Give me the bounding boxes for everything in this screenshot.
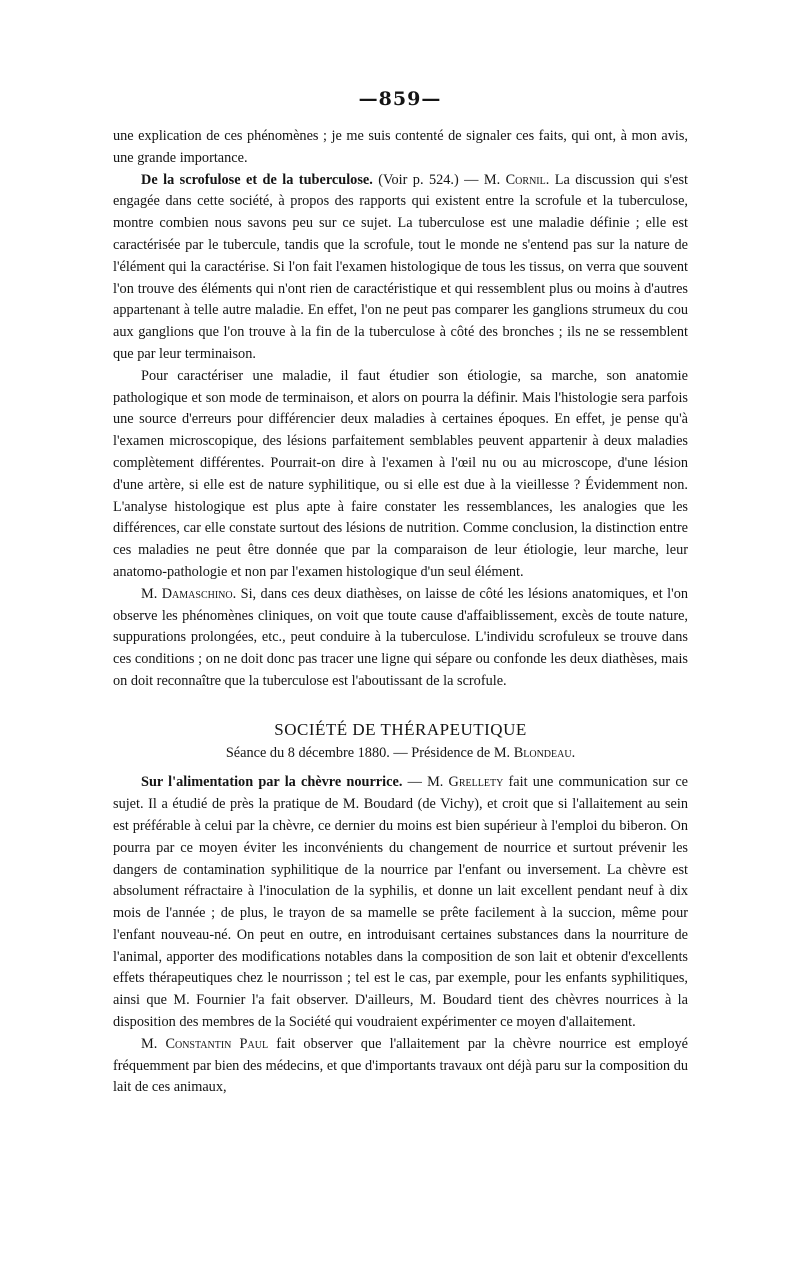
speaker-name: M. Damaschino. [141,585,237,602]
body-text [113,126,688,1099]
paragraph-continuation: une explication de ces phénomènes ; je me suis contenté de signaler ces faits, qui ont, à mon avis, une grande importance. [113,128,688,166]
paragraph-text: fait une communication sur ce sujet. Il a étudié de près la pratique de M. Boudard (de Vichy), et croit que si l'allaitement au sein est préférable à celui par la chèvre, ce dernier du moins est bien supérieur à l'emploi du biberon. On pourra par ce moyen éviter les inconvénients du changement de nourrice et surtout prévenir les dangers de contamination syphilitique de la nourrice par l'enfant ou inversement. La chèvre est absolument réfractaire à l'inoculation de la syphilis, et donne un lait excellent pendant neuf à dix mois de l'année ; de plus, le trayon de sa mamelle se prête facilement à la succion, même pour l'enfant nouveau-né. On peut en outre, en introduisant certaines substances dans la nourriture de l'animal, apporter des modifications notables dans la composition de son lait et obtenir d'excellents effets thérapeutiques chez le nourrisson ; tel est le cas, par exemple, pour les enfants syphilitiques, ainsi que M. Fournier l'a fait observer. D'ailleurs, M. Boudard tient des chèvres nourrices à la disposition des membres de la Société qui voudraient expérimenter ce moyen d'allaitement. [113,774,689,1031]
paragraph-characterization: Pour caractériser une maladie, il faut étudier son étiologie, sa marche, son anatomie pathologique et son mode de terminaison, et alors on pourra la définir. Mais l'histologie sera parfois une source d'erreurs pour différencier deux maladies à certaines époques. En effet, je pense qu'à l'examen microscopique, des lésions parfaitement semblables peuvent appartenir à deux maladies complètement différentes. Pourrait-on dire à l'examen à l'œil nu ou au microscope, d'une lésion d'une artère, si elle est de nature syphilitique, ou si elle est due à la vieillesse ? Évidemment non. L'analyse histologique est plus apte à faire constater les ressemblances, les analogies que les différences, car elle constate surtout des lésions de nutrition. Comme conclusion, la distinction entre ces maladies ne peut être donnée que par la comparaison de leur étiologie, leur marche, leur anatomo-pathologie et non par l'examen histologique d'un seul élément. [113,367,688,580]
speaker-name: M. Cornil. [483,171,550,188]
paragraph-paul [113,1034,688,1099]
paragraph-text: La discussion qui s'est engagée dans cette société, à propos des rapports qui existent entre la scrofule et la tuberculose, montre combien nous savons peu sur ce sujet. La tuberculose est une maladie définie ; elle est caractérisée par le tubercule, tandis que la scrofule, tout le monde ne s'entend pas sur la nature de l'élément qui la caractérise. Si l'on fait l'examen histologique de tous les tissus, on verra que souvent l'on trouve des éléments qui n'ont rien de caractéristique et qui ressemblent plus ou moins à d'autres appartenant à telle autre maladie. En effet, l'on ne peut pas comparer les ganglions strumeux du cou aux ganglions que l'on trouve à la fin de la tuberculose à côté des bronches ; ils ne se ressemblent que par leur terminaison. [113,171,688,362]
paragraph-scrofulose [113,170,688,366]
president-name: Blondeau. [513,744,576,761]
session-date: Séance du 8 décembre 1880. — Présidence de M. [225,744,514,761]
page-reference: (Voir p. 524.) — [372,171,479,188]
article-title: Sur l'alimentation par la chèvre nourrice. [141,774,403,791]
paragraph-damaschino [113,584,688,693]
paragraph-text: fait observer que l'allaitement par la chèvre nourrice est employé fréquemment par bien des médecins, et que d'importants travaux ont déjà paru sur la composition du lait de ces animaux, [113,1035,688,1096]
paragraph-chevre [113,772,688,1034]
separator: — [402,774,428,791]
paragraph-text: Si, dans ces deux diathèses, on laisse de côté les lésions anatomiques, et l'on observe les phénomènes cliniques, on voit que toute cause d'affaiblissement, excès de toute nature, suppurations prolongées, etc., peut conduire à la tuberculose. L'individu scrofuleux se trouve dans ces conditions ; on ne doit donc pas tracer une ligne qui sépare ou confonde les deux diathèses, mais on doit reconnaître que la tuberculose est l'aboutissant de la scrofule. [113,585,688,689]
session-line [113,743,688,765]
section-heading: SOCIÉTÉ DE THÉRAPEUTIQUE [274,719,527,739]
speaker-name: M. Constantin Paul [141,1035,269,1052]
speaker-name: M. Grellety [427,774,504,791]
article-title: De la scrofulose et de la tuberculose. [141,171,373,188]
page-number: —859— [358,88,442,110]
